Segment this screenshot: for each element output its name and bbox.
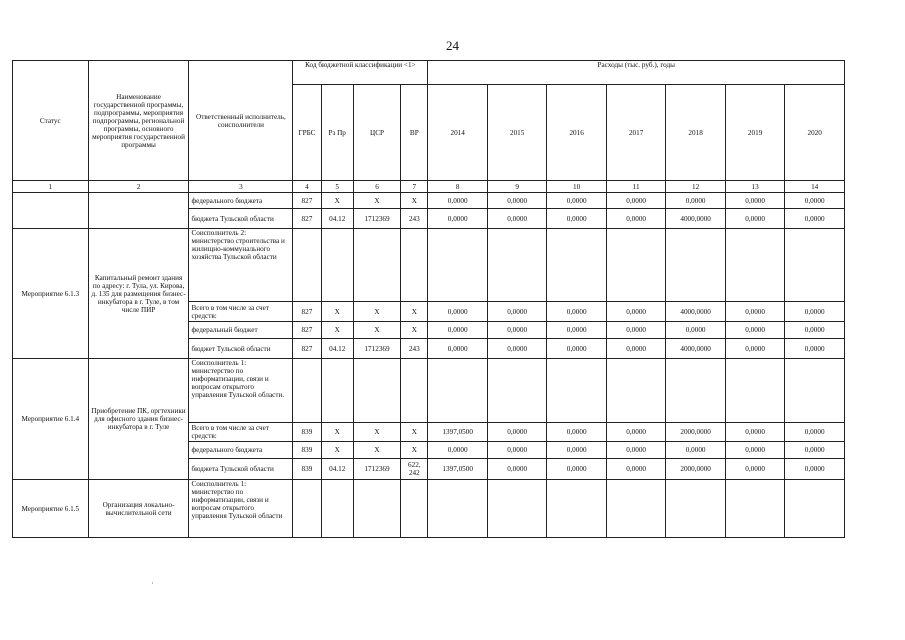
header-year: 2017 xyxy=(606,85,665,181)
amount-cell: 0,0000 xyxy=(785,193,845,209)
column-number: 13 xyxy=(725,181,784,193)
grbs-cell: 827 xyxy=(293,209,321,229)
amount-cell: 1397,0500 xyxy=(428,423,487,442)
amount-cell: 0,0000 xyxy=(547,193,606,209)
vr-cell: 243 xyxy=(401,339,428,359)
amount-cell: 1397,0500 xyxy=(428,459,487,480)
amount-cell: 4000,0000 xyxy=(666,302,725,322)
csr-cell: X xyxy=(353,193,400,209)
header-rzpr: Рз Пр xyxy=(321,85,353,181)
amount-cell: 0,0000 xyxy=(487,209,546,229)
amount-cell: 0,0000 xyxy=(547,442,606,459)
rzpr-cell: 04.12 xyxy=(321,209,353,229)
amount-cell: 0,0000 xyxy=(547,322,606,339)
amount-cell: 0,0000 xyxy=(606,339,665,359)
column-number: 14 xyxy=(785,181,845,193)
header-year: 2018 xyxy=(666,85,725,181)
amount-cell: 0,0000 xyxy=(487,442,546,459)
amount-cell: 0,0000 xyxy=(725,339,784,359)
amount-cell: 0,0000 xyxy=(785,302,845,322)
executor-cell: Всего в том числе за счет средств: xyxy=(189,423,293,442)
amount-cell: 2000,0000 xyxy=(666,423,725,442)
csr-cell: X xyxy=(353,322,400,339)
amount-cell: 0,0000 xyxy=(547,339,606,359)
amount-cell: 0,0000 xyxy=(487,322,546,339)
amount-cell: 0,0000 xyxy=(725,459,784,480)
amount-cell: 0,0000 xyxy=(547,209,606,229)
amount-cell: 0,0000 xyxy=(785,322,845,339)
vr-cell: X xyxy=(401,302,428,322)
grbs-cell: 827 xyxy=(293,193,321,209)
amount-cell: 0,0000 xyxy=(785,423,845,442)
header-row-main xyxy=(13,61,845,85)
executor-cell: федерального бюджета xyxy=(189,193,293,209)
rzpr-cell: 04.12 xyxy=(321,339,353,359)
header-year: 2019 xyxy=(725,85,784,181)
csr-cell: 1712369 xyxy=(353,339,400,359)
amount-cell: 4000,0000 xyxy=(666,339,725,359)
amount-cell: 0,0000 xyxy=(428,193,487,209)
column-number: 5 xyxy=(321,181,353,193)
rzpr-cell: X xyxy=(321,423,353,442)
csr-cell: X xyxy=(353,423,400,442)
amount-cell: 0,0000 xyxy=(725,423,784,442)
column-number: 9 xyxy=(487,181,546,193)
amount-cell: 0,0000 xyxy=(725,322,784,339)
amount-cell: 0,0000 xyxy=(428,302,487,322)
status-cell: Мероприятие 6.1.5 xyxy=(13,480,89,538)
scan-speck xyxy=(152,582,153,584)
column-number: 10 xyxy=(547,181,606,193)
header-year: 2014 xyxy=(428,85,487,181)
amount-cell: 0,0000 xyxy=(606,302,665,322)
rzpr-cell: X xyxy=(321,322,353,339)
vr-cell: 243 xyxy=(401,209,428,229)
amount-cell: 0,0000 xyxy=(606,193,665,209)
header-csr: ЦСР xyxy=(353,85,400,181)
vr-cell: X xyxy=(401,423,428,442)
column-numbers-row xyxy=(13,181,845,193)
column-number: 11 xyxy=(606,181,665,193)
status-cell: Мероприятие 6.1.3 xyxy=(13,229,89,359)
name-cell: Приобретение ПК, оргтехники для офисного здания бизнес-инкубатора в г. Туле xyxy=(88,359,189,480)
amount-cell: 0,0000 xyxy=(487,339,546,359)
csr-cell: 1712369 xyxy=(353,459,400,480)
amount-cell: 0,0000 xyxy=(428,442,487,459)
header-year: 2020 xyxy=(785,85,845,181)
amount-cell: 4000,0000 xyxy=(666,209,725,229)
amount-cell: 0,0000 xyxy=(666,193,725,209)
vr-cell: X xyxy=(401,193,428,209)
csr-cell: 1712369 xyxy=(353,209,400,229)
header-name: Наименование государственной программы, подпрограммы, мероприятия подпрограммы, региональной программы, основного мероприятия государственной программы xyxy=(88,61,189,181)
vr-cell: X xyxy=(401,322,428,339)
amount-cell: 0,0000 xyxy=(487,459,546,480)
name-cell: Организация локально-вычислительной сети xyxy=(88,480,189,538)
amount-cell: 0,0000 xyxy=(606,442,665,459)
column-number: 1 xyxy=(13,181,89,193)
header-year: 2016 xyxy=(547,85,606,181)
status-cell-empty xyxy=(13,193,89,229)
header-budget-code: Код бюджетной классификации <1> xyxy=(293,61,428,85)
amount-cell: 0,0000 xyxy=(785,459,845,480)
rzpr-cell: 04.12 xyxy=(321,459,353,480)
table-row xyxy=(13,193,845,209)
amount-cell: 0,0000 xyxy=(428,209,487,229)
header-grbs: ГРБС xyxy=(293,85,321,181)
amount-cell: 0,0000 xyxy=(725,193,784,209)
amount-cell: 0,0000 xyxy=(547,459,606,480)
amount-cell: 0,0000 xyxy=(725,302,784,322)
amount-cell: 0,0000 xyxy=(487,193,546,209)
amount-cell: 0,0000 xyxy=(547,302,606,322)
csr-cell: X xyxy=(353,442,400,459)
amount-cell: 0,0000 xyxy=(785,209,845,229)
column-number: 4 xyxy=(293,181,321,193)
column-number: 7 xyxy=(401,181,428,193)
rzpr-cell: X xyxy=(321,302,353,322)
page-number: 24 xyxy=(446,38,459,53)
amount-cell: 0,0000 xyxy=(666,442,725,459)
amount-cell: 0,0000 xyxy=(428,339,487,359)
vr-cell: X xyxy=(401,442,428,459)
executor-cell: Всего в том числе за счет средств: xyxy=(189,302,293,322)
table-row xyxy=(13,229,845,302)
header-executor: Ответственный исполнитель, соисполнители xyxy=(189,61,293,181)
amount-cell: 2000,0000 xyxy=(666,459,725,480)
executor-cell: бюджет Тульской области xyxy=(189,339,293,359)
vr-cell: 622, 242 xyxy=(401,459,428,480)
table-row xyxy=(13,480,845,538)
grbs-cell: 839 xyxy=(293,423,321,442)
grbs-cell: 827 xyxy=(293,322,321,339)
column-number: 6 xyxy=(353,181,400,193)
column-number: 8 xyxy=(428,181,487,193)
executor-cell: бюджета Тульской области xyxy=(189,459,293,480)
header-year: 2015 xyxy=(487,85,546,181)
coexecutor-cell: Соисполнитель 1: министерство по информатизации, связи и вопросам открытого управления Тульской области. xyxy=(189,359,293,423)
grbs-cell: 839 xyxy=(293,459,321,480)
header-vr: ВР xyxy=(401,85,428,181)
grbs-cell: 827 xyxy=(293,339,321,359)
amount-cell: 0,0000 xyxy=(606,459,665,480)
executor-cell: бюджета Тульской области xyxy=(189,209,293,229)
rzpr-cell: X xyxy=(321,442,353,459)
amount-cell: 0,0000 xyxy=(785,339,845,359)
amount-cell: 0,0000 xyxy=(725,209,784,229)
column-number: 12 xyxy=(666,181,725,193)
csr-cell: X xyxy=(353,302,400,322)
header-status: Статус xyxy=(13,61,89,181)
amount-cell: 0,0000 xyxy=(547,423,606,442)
amount-cell: 0,0000 xyxy=(785,442,845,459)
amount-cell: 0,0000 xyxy=(606,209,665,229)
table-row xyxy=(13,359,845,423)
grbs-cell: 827 xyxy=(293,302,321,322)
executor-cell: федеральный бюджет xyxy=(189,322,293,339)
amount-cell: 0,0000 xyxy=(606,322,665,339)
rzpr-cell: X xyxy=(321,193,353,209)
column-number: 2 xyxy=(88,181,189,193)
amount-cell: 0,0000 xyxy=(606,423,665,442)
executor-cell: федерального бюджета xyxy=(189,442,293,459)
amount-cell: 0,0000 xyxy=(725,442,784,459)
header-expenses: Расходы (тыс. руб.), годы xyxy=(428,61,845,85)
amount-cell: 0,0000 xyxy=(428,322,487,339)
amount-cell: 0,0000 xyxy=(487,302,546,322)
coexecutor-cell: Соисполнитель 2: министерство строительства и жилищно-коммунального хозяйства Тульской области xyxy=(189,229,293,302)
amount-cell: 0,0000 xyxy=(666,322,725,339)
coexecutor-cell: Соисполнитель 1: министерство по информатизации, связи и вопросам открытого управления Тульской области xyxy=(189,480,293,538)
budget-table xyxy=(12,60,845,538)
name-cell: Капитальный ремонт здания по адресу: г. Тула, ул. Кирова, д. 135 для размещения бизнес-инкубатора в г. Туле, в том числе ПИР xyxy=(88,229,189,359)
column-number: 3 xyxy=(189,181,293,193)
grbs-cell: 839 xyxy=(293,442,321,459)
status-cell: Мероприятие 6.1.4 xyxy=(13,359,89,480)
amount-cell: 0,0000 xyxy=(487,423,546,442)
name-cell-empty xyxy=(88,193,189,229)
